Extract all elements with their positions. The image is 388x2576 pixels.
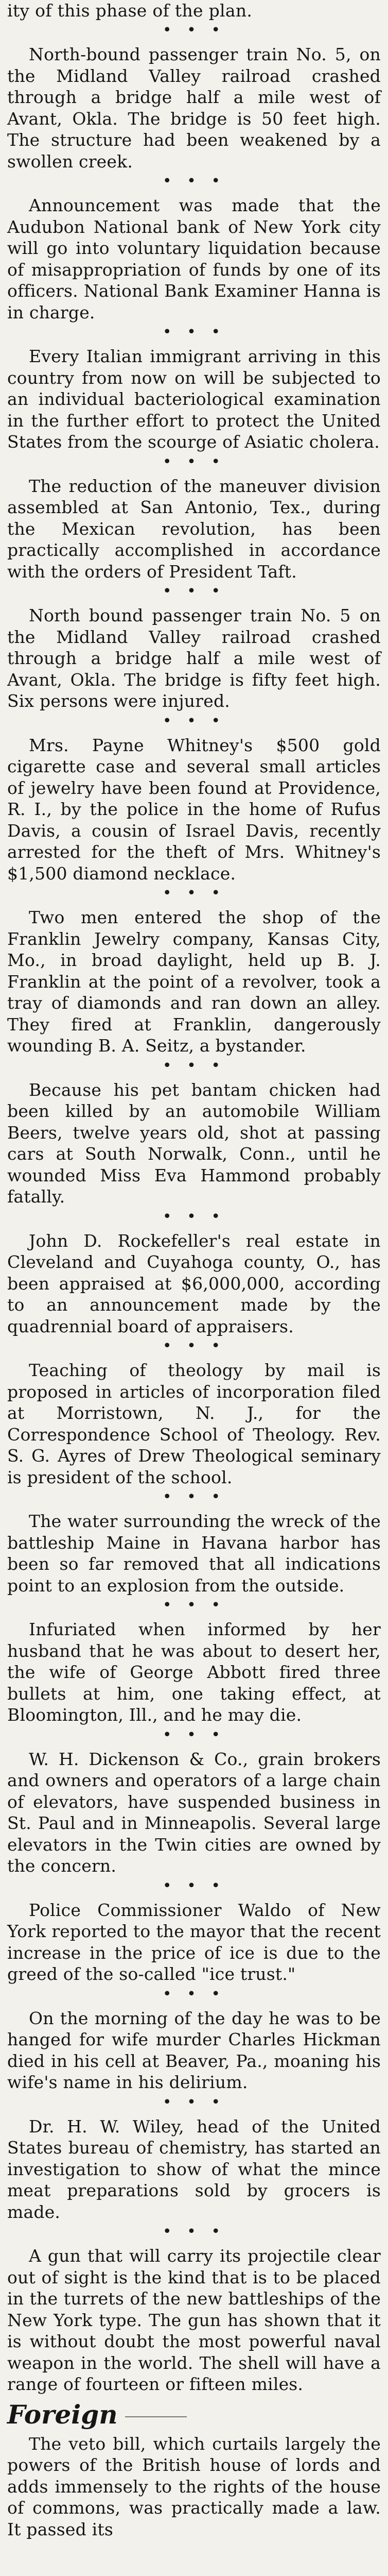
news-item-16 <box>7 2116 381 2223</box>
news-item-text: Announcement was made that the Audubon National bank of New York city will go into voluntary liquidation because of misappropriation of funds by one of its officers. National Bank Examiner Hanna is in charge. <box>7 195 381 323</box>
separator-dots: • • • <box>162 1488 226 1506</box>
news-item-text: The water surrounding the wreck of the battleship Maine in Havana harbor has been so far removed that all indications point to an explosion from the outside. <box>7 1511 381 1596</box>
news-item-15 <box>7 2008 381 2093</box>
news-item-text: Teaching of theology by mail is proposed in articles of incorporation filed at Morristown, N. J., for the Correspondence School of Theology. Rev. S. G. Ayres of Drew Theological seminary is president of the school. <box>7 1360 381 1487</box>
news-item-text: Two men entered the shop of the Franklin Jewelry company, Kansas City, Mo., in broad daylight, held up B. J. Franklin at the point of a revolver, took a tray of diamonds and ran down an alley. They fired at Franklin, dangerously wounding B. A. Seitz, a bystander. <box>7 907 381 1056</box>
separator-dots: • • • <box>162 1876 226 1895</box>
news-item-2 <box>7 195 381 323</box>
separator-dots: • • • <box>162 1725 226 1744</box>
separator-dots: • • • <box>162 452 226 471</box>
news-item-text: North bound passenger train No. 5 on the Midland Valley railroad crashed through a bridge half a mile west of Avant, Okla. The bridge is fifty feet high. Six persons were injured. <box>7 605 381 711</box>
separator-dots: • • • <box>162 1337 226 1355</box>
news-item-text: The veto bill, which curtails largely the powers of the British house of lords and adds immensely to the rights of the house of commons, was practically made a law. It passed its <box>7 2433 381 2539</box>
news-item-6 <box>7 735 381 885</box>
separator-dots: • • • <box>162 884 226 902</box>
news-item-text: Infuriated when informed by her husband that he was about to desert her, the wife of George Abbott fired three bullets at him, one taking effect, at Bloomington, Ill., and he may die. <box>7 1619 381 1725</box>
news-item-text: Because his pet bantam chicken had been killed by an automobile William Beers, twelve years old, shot at passing cars at South Norwalk, Conn., until he wounded Miss Eva Hammond probably fatally. <box>7 1079 381 1207</box>
news-item-1 <box>7 44 381 172</box>
news-item-17 <box>7 2245 381 2395</box>
news-item-13 <box>7 1749 381 1877</box>
separator-dots: • • • <box>162 711 226 730</box>
news-item-3 <box>7 346 381 453</box>
news-item-14 <box>7 1900 381 1985</box>
separator-dots: • • • <box>162 2223 226 2241</box>
separator-dots: • • • <box>162 21 226 39</box>
news-item-8 <box>7 1079 381 1208</box>
news-item-text: Police Commissioner Waldo of New York reported to the mayor that the recent increase in the price of ice is due to the greed of the so-called "ice trust." <box>7 1900 381 1984</box>
heading-rule <box>125 2416 187 2417</box>
news-item-11 <box>7 1511 381 1596</box>
news-item-9 <box>7 1230 381 1337</box>
news-item-5 <box>7 605 381 712</box>
news-item-text: Every Italian immigrant arriving in this country from now on will be subjected to an individual bacteriological examination in the further effort to protect the United States from the scourge of Asiatic cholera. <box>7 346 381 452</box>
news-item-text: A gun that will carry its projectile clear out of sight is the kind that is to be placed in the turrets of the new battleships of the New York type. The gun has shown that it is without doubt the most powerful naval weapon in the world. The shell will have a range of fourteen or fifteen miles. <box>7 2246 381 2394</box>
news-item-7 <box>7 907 381 1057</box>
news-item-10 <box>7 1360 381 1488</box>
news-item-text: North-bound passenger train No. 5, on the Midland Valley railroad crashed through a bridge half a mile west of Avant, Okla. The bridge is 50 feet high. The structure had been weakened by a swollen creek. <box>7 44 381 172</box>
separator-dots: • • • <box>162 1056 226 1075</box>
news-item-text: John D. Rockefeller's real estate in Cleveland and Cuyahoga county, O., has been appraised at $6,000,000, according to an announcement made by the quadrennial board of appraisers. <box>7 1230 381 1336</box>
separator-dots: • • • <box>162 1596 226 1614</box>
news-item-12 <box>7 1619 381 1726</box>
news-item-text: W. H. Dickenson & Co., grain brokers and owners and operators of a large chain of elevators, have suspended business in St. Paul and in Minneapolis. Several large elevators in the Twin cities are owned by the concern. <box>7 1749 381 1876</box>
news-item-text: The reduction of the maneuver division assembled at San Antonio, Tex., during the Mexican revolution, has been practically accomplished in accordance with the orders of President Taft. <box>7 476 381 582</box>
news-item-4 <box>7 476 381 583</box>
news-column <box>7 0 381 2540</box>
separator-dots: • • • <box>162 1985 226 2003</box>
separator-dots: • • • <box>162 323 226 341</box>
foreign-news-item <box>7 2433 381 2540</box>
separator-dots: • • • <box>162 1207 226 1226</box>
news-item-text: Dr. H. W. Wiley, head of the United States bureau of chemistry, has started an investigation to show of what the mince meat preparations sold by grocers is made. <box>7 2116 381 2222</box>
section-heading-foreign <box>7 2399 381 2430</box>
separator-dots: • • • <box>162 582 226 600</box>
section-heading-text: Foreign <box>7 2399 118 2430</box>
separator-dots: • • • <box>162 172 226 190</box>
news-item-text: Mrs. Payne Whitney's $500 gold cigarette case and several small articles of jewelry have been found at Providence, R. I., by the police in the home of Rufus Davis, a cousin of Israel Davis, recently arrested for the theft of Mrs. Whitney's $1,500 diamond necklace. <box>7 735 381 884</box>
article-fragment-top: ity of this phase of the plan. <box>7 1 253 21</box>
separator-dots: • • • <box>162 2093 226 2111</box>
news-item-text: On the morning of the day he was to be hanged for wife murder Charles Hickman died in his cell at Beaver, Pa., moaning his wife's name in his delirium. <box>7 2008 381 2092</box>
